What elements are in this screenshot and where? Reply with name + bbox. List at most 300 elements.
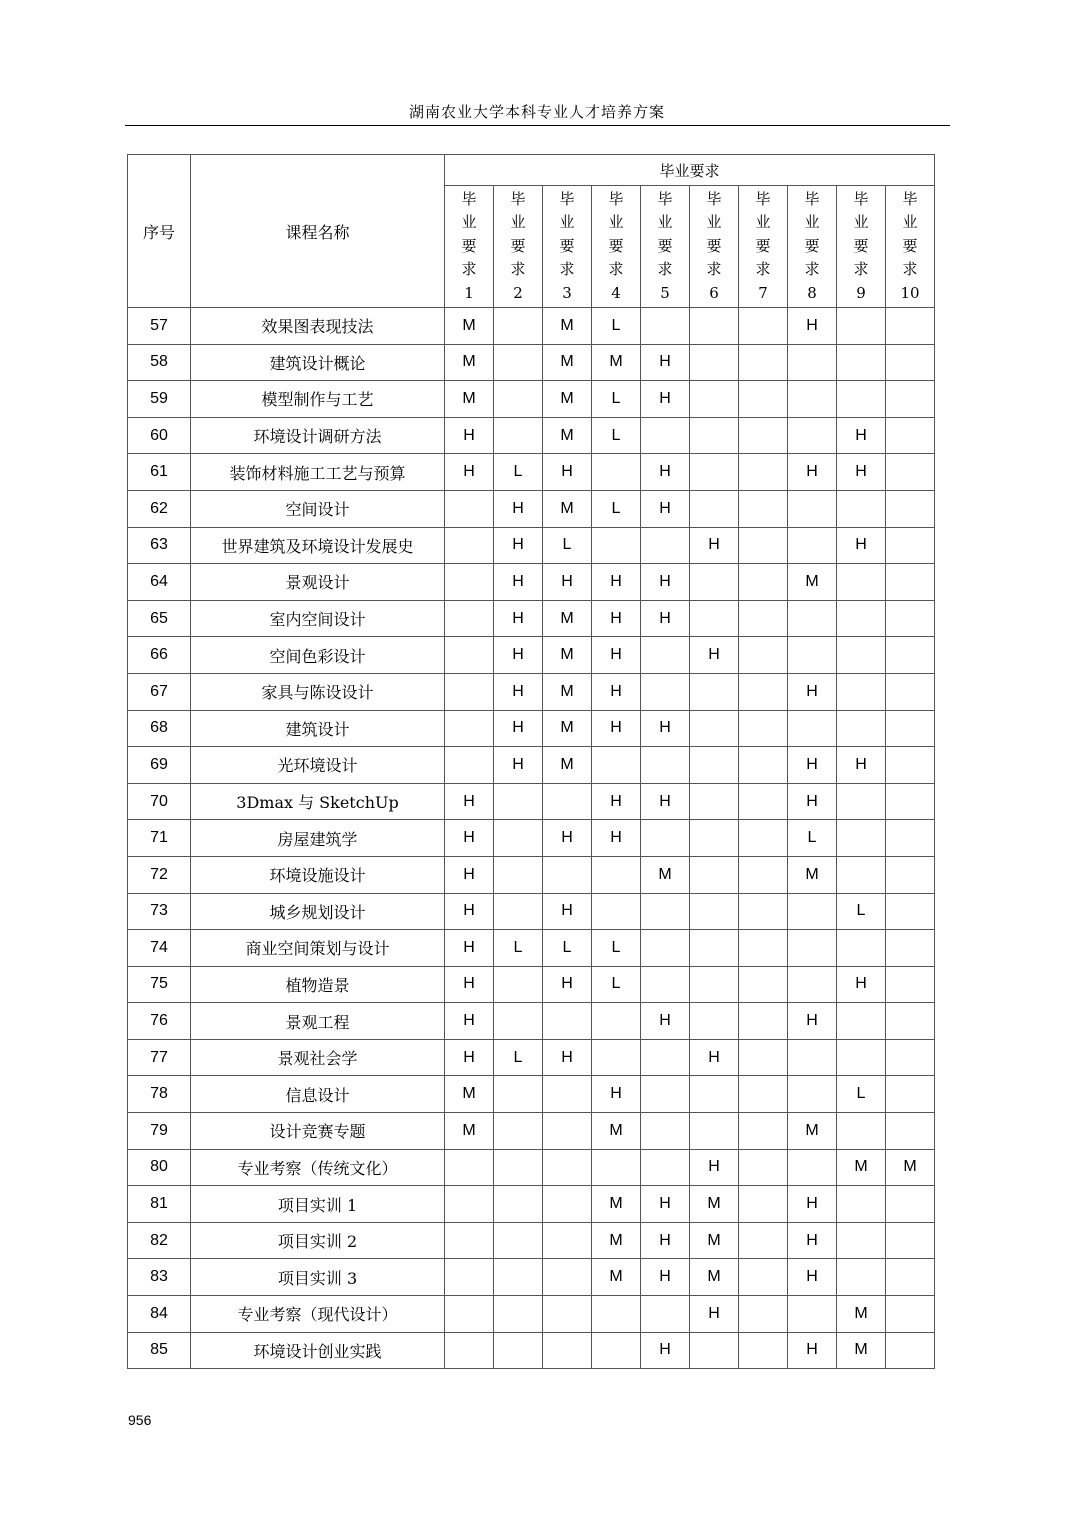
requirement-level-cell: H xyxy=(543,893,592,930)
requirement-level-cell: H xyxy=(641,1259,690,1296)
row-number-cell: 84 xyxy=(128,1296,191,1333)
requirement-level-cell xyxy=(543,1076,592,1113)
requirement-level-cell: M xyxy=(690,1222,739,1259)
row-number-cell: 81 xyxy=(128,1186,191,1223)
course-name-cell: 城乡规划设计 xyxy=(191,893,445,930)
requirement-level-cell: L xyxy=(592,490,641,527)
requirement-level-cell xyxy=(592,454,641,491)
requirement-level-cell: H xyxy=(690,1149,739,1186)
requirement-level-cell xyxy=(886,600,935,637)
requirement-level-cell: H xyxy=(641,381,690,418)
requirement-level-cell xyxy=(886,454,935,491)
requirement-level-cell xyxy=(543,1296,592,1333)
requirement-level-cell xyxy=(886,637,935,674)
row-number-cell: 83 xyxy=(128,1259,191,1296)
requirement-level-cell xyxy=(837,637,886,674)
course-name-cell: 专业考察（传统文化） xyxy=(191,1149,445,1186)
requirement-level-cell xyxy=(641,893,690,930)
requirement-level-cell xyxy=(837,710,886,747)
requirement-level-cell xyxy=(445,564,494,601)
table-row xyxy=(128,1113,935,1150)
requirement-level-cell: H xyxy=(641,600,690,637)
requirement-level-cell xyxy=(494,783,543,820)
requirement-level-cell xyxy=(543,1186,592,1223)
requirement-level-cell: H xyxy=(837,527,886,564)
course-name-cell: 世界建筑及环境设计发展史 xyxy=(191,527,445,564)
requirement-level-cell: H xyxy=(445,783,494,820)
table-row xyxy=(128,747,935,784)
table-row xyxy=(128,637,935,674)
requirement-level-cell: H xyxy=(641,344,690,381)
requirement-level-cell: H xyxy=(445,930,494,967)
table-row xyxy=(128,1259,935,1296)
requirement-level-cell xyxy=(543,1003,592,1040)
requirement-level-cell xyxy=(690,783,739,820)
requirement-level-cell xyxy=(690,930,739,967)
requirement-level-cell xyxy=(739,1222,788,1259)
course-name-cell: 房屋建筑学 xyxy=(191,820,445,857)
requirement-level-cell: H xyxy=(445,1003,494,1040)
requirement-level-cell xyxy=(837,820,886,857)
requirement-level-cell xyxy=(739,381,788,418)
requirement-level-cell: M xyxy=(543,673,592,710)
column-group-header-requirements: 毕业要求 xyxy=(445,155,935,186)
course-name-cell: 景观社会学 xyxy=(191,1039,445,1076)
requirement-level-cell: L xyxy=(788,820,837,857)
requirement-level-cell xyxy=(788,710,837,747)
column-header-requirement-1: 毕 业 要 求 1 xyxy=(445,186,494,308)
requirement-level-cell: H xyxy=(494,600,543,637)
requirement-level-cell xyxy=(837,600,886,637)
requirement-level-cell xyxy=(641,1113,690,1150)
row-number-cell: 73 xyxy=(128,893,191,930)
column-header-requirement-6: 毕 业 要 求 6 xyxy=(690,186,739,308)
column-header-number: 序号 xyxy=(128,155,191,308)
requirement-level-cell: H xyxy=(641,1003,690,1040)
requirement-level-cell xyxy=(739,1076,788,1113)
requirement-level-cell: H xyxy=(592,564,641,601)
requirement-level-cell xyxy=(837,308,886,345)
requirement-level-cell xyxy=(445,1259,494,1296)
requirement-level-cell: H xyxy=(690,637,739,674)
requirement-level-cell: H xyxy=(494,747,543,784)
requirement-level-cell xyxy=(886,1222,935,1259)
row-number-cell: 59 xyxy=(128,381,191,418)
requirement-level-cell xyxy=(886,783,935,820)
requirement-level-cell xyxy=(886,381,935,418)
requirement-level-cell: M xyxy=(837,1149,886,1186)
requirement-level-cell xyxy=(739,1149,788,1186)
requirement-level-cell xyxy=(788,490,837,527)
requirement-level-cell: H xyxy=(543,966,592,1003)
requirement-level-cell xyxy=(445,527,494,564)
requirement-level-cell: H xyxy=(641,710,690,747)
table-row xyxy=(128,966,935,1003)
requirement-level-cell xyxy=(690,600,739,637)
course-name-cell: 景观工程 xyxy=(191,1003,445,1040)
requirement-level-cell xyxy=(837,564,886,601)
row-number-cell: 71 xyxy=(128,820,191,857)
requirement-level-cell xyxy=(641,673,690,710)
row-number-cell: 70 xyxy=(128,783,191,820)
requirement-level-cell: H xyxy=(592,637,641,674)
table-row xyxy=(128,527,935,564)
requirement-level-cell xyxy=(739,637,788,674)
requirement-level-cell: H xyxy=(788,454,837,491)
row-number-cell: 76 xyxy=(128,1003,191,1040)
requirement-level-cell: H xyxy=(494,710,543,747)
table-row xyxy=(128,1222,935,1259)
requirement-level-cell xyxy=(543,1113,592,1150)
requirement-level-cell xyxy=(592,1003,641,1040)
requirement-level-cell: H xyxy=(543,1039,592,1076)
requirement-level-cell xyxy=(886,820,935,857)
requirement-level-cell: H xyxy=(641,490,690,527)
requirement-level-cell: H xyxy=(641,454,690,491)
requirement-level-cell xyxy=(837,783,886,820)
requirement-level-cell xyxy=(592,1332,641,1369)
requirement-level-cell xyxy=(788,637,837,674)
requirement-level-cell xyxy=(690,308,739,345)
requirement-level-cell xyxy=(445,673,494,710)
requirement-level-cell: L xyxy=(592,308,641,345)
requirement-level-cell xyxy=(788,1076,837,1113)
course-name-cell: 项目实训 2 xyxy=(191,1222,445,1259)
requirement-level-cell: H xyxy=(788,308,837,345)
requirement-level-cell xyxy=(837,381,886,418)
requirement-level-cell xyxy=(641,308,690,345)
requirement-level-cell xyxy=(641,1149,690,1186)
requirement-level-cell: H xyxy=(837,747,886,784)
requirement-level-cell xyxy=(788,966,837,1003)
requirement-level-cell xyxy=(886,490,935,527)
table-row xyxy=(128,490,935,527)
row-number-cell: 65 xyxy=(128,600,191,637)
requirement-level-cell: H xyxy=(788,1259,837,1296)
requirement-level-cell: H xyxy=(788,1222,837,1259)
column-header-requirement-8: 毕 业 要 求 8 xyxy=(788,186,837,308)
requirement-level-cell xyxy=(886,930,935,967)
requirement-level-cell xyxy=(690,1113,739,1150)
requirement-level-cell: L xyxy=(592,966,641,1003)
table-row xyxy=(128,710,935,747)
requirement-level-cell: H xyxy=(592,820,641,857)
requirement-level-cell: H xyxy=(445,820,494,857)
requirement-level-cell: M xyxy=(445,381,494,418)
course-name-cell: 植物造景 xyxy=(191,966,445,1003)
requirement-level-cell xyxy=(739,417,788,454)
requirement-level-cell xyxy=(788,381,837,418)
requirement-level-cell xyxy=(739,344,788,381)
table-row xyxy=(128,600,935,637)
course-name-cell: 装饰材料施工工艺与预算 xyxy=(191,454,445,491)
requirement-level-cell: M xyxy=(543,600,592,637)
column-header-requirement-10: 毕 业 要 求 10 xyxy=(886,186,935,308)
requirement-level-cell xyxy=(543,1259,592,1296)
requirement-level-cell xyxy=(837,1222,886,1259)
requirement-level-cell: M xyxy=(592,1113,641,1150)
requirement-level-cell: H xyxy=(445,856,494,893)
requirement-level-cell xyxy=(739,1332,788,1369)
requirement-level-cell: L xyxy=(592,930,641,967)
requirement-level-cell xyxy=(543,1332,592,1369)
requirement-level-cell xyxy=(739,1003,788,1040)
requirement-level-cell xyxy=(494,1076,543,1113)
requirement-level-cell: H xyxy=(445,454,494,491)
row-number-cell: 74 xyxy=(128,930,191,967)
table-row xyxy=(128,673,935,710)
course-name-cell: 光环境设计 xyxy=(191,747,445,784)
requirement-level-cell: H xyxy=(592,1076,641,1113)
requirement-level-cell xyxy=(739,1259,788,1296)
table-row xyxy=(128,308,935,345)
requirement-level-cell xyxy=(837,344,886,381)
requirement-level-cell xyxy=(494,856,543,893)
requirement-level-cell xyxy=(886,1076,935,1113)
requirement-level-cell xyxy=(886,527,935,564)
requirement-level-cell: M xyxy=(837,1296,886,1333)
requirement-level-cell: M xyxy=(445,1076,494,1113)
requirement-level-cell xyxy=(494,1186,543,1223)
course-name-cell: 环境设计调研方法 xyxy=(191,417,445,454)
requirement-level-cell xyxy=(641,966,690,1003)
requirement-level-cell: M xyxy=(543,308,592,345)
requirement-level-cell: M xyxy=(788,564,837,601)
requirement-level-cell xyxy=(494,308,543,345)
requirement-level-cell xyxy=(739,308,788,345)
requirement-level-cell xyxy=(739,673,788,710)
course-name-cell: 景观设计 xyxy=(191,564,445,601)
row-number-cell: 78 xyxy=(128,1076,191,1113)
requirement-level-cell xyxy=(445,710,494,747)
requirement-level-cell xyxy=(886,1113,935,1150)
row-number-cell: 75 xyxy=(128,966,191,1003)
row-number-cell: 69 xyxy=(128,747,191,784)
requirement-level-cell xyxy=(690,564,739,601)
requirement-level-cell: M xyxy=(788,1113,837,1150)
requirement-level-cell xyxy=(494,1149,543,1186)
requirement-level-cell xyxy=(739,490,788,527)
requirement-level-cell xyxy=(837,1186,886,1223)
course-name-cell: 建筑设计 xyxy=(191,710,445,747)
requirement-level-cell xyxy=(543,1222,592,1259)
requirement-level-cell xyxy=(690,856,739,893)
table-row xyxy=(128,820,935,857)
requirement-level-cell: H xyxy=(543,820,592,857)
requirement-level-cell xyxy=(641,820,690,857)
requirement-level-cell: H xyxy=(641,1332,690,1369)
requirement-level-cell: M xyxy=(641,856,690,893)
requirement-level-cell xyxy=(739,930,788,967)
requirement-level-cell: M xyxy=(543,710,592,747)
requirement-level-cell xyxy=(690,710,739,747)
row-number-cell: 85 xyxy=(128,1332,191,1369)
requirement-level-cell xyxy=(445,747,494,784)
requirement-level-cell xyxy=(886,747,935,784)
requirement-level-cell: M xyxy=(543,490,592,527)
requirement-level-cell: H xyxy=(788,673,837,710)
requirement-level-cell: H xyxy=(445,966,494,1003)
requirement-level-cell xyxy=(739,747,788,784)
course-name-cell: 空间色彩设计 xyxy=(191,637,445,674)
requirement-level-cell xyxy=(886,966,935,1003)
requirement-level-cell xyxy=(837,673,886,710)
requirement-level-cell xyxy=(494,381,543,418)
table-row xyxy=(128,417,935,454)
requirement-level-cell: H xyxy=(445,1039,494,1076)
requirement-level-cell xyxy=(837,490,886,527)
table-row xyxy=(128,454,935,491)
requirement-level-cell: L xyxy=(592,417,641,454)
requirement-level-cell xyxy=(788,1296,837,1333)
requirement-level-cell: H xyxy=(788,1003,837,1040)
row-number-cell: 64 xyxy=(128,564,191,601)
column-header-requirement-9: 毕 业 要 求 9 xyxy=(837,186,886,308)
column-header-requirement-7: 毕 业 要 求 7 xyxy=(739,186,788,308)
requirement-level-cell xyxy=(739,1186,788,1223)
table-row xyxy=(128,1003,935,1040)
requirement-level-cell: L xyxy=(543,527,592,564)
requirement-level-cell xyxy=(690,454,739,491)
requirement-level-cell: L xyxy=(837,893,886,930)
table-row xyxy=(128,893,935,930)
requirement-level-cell xyxy=(788,344,837,381)
requirement-level-cell: H xyxy=(592,710,641,747)
requirement-level-cell: H xyxy=(641,783,690,820)
requirement-level-cell xyxy=(641,527,690,564)
requirement-level-cell: M xyxy=(543,381,592,418)
row-number-cell: 60 xyxy=(128,417,191,454)
requirement-level-cell: L xyxy=(494,1039,543,1076)
page-number: 956 xyxy=(128,1412,152,1428)
requirement-level-cell xyxy=(592,527,641,564)
course-name-cell: 建筑设计概论 xyxy=(191,344,445,381)
row-number-cell: 79 xyxy=(128,1113,191,1150)
requirement-level-cell: M xyxy=(788,856,837,893)
course-name-cell: 专业考察（现代设计） xyxy=(191,1296,445,1333)
requirement-level-cell xyxy=(641,1076,690,1113)
course-name-cell: 模型制作与工艺 xyxy=(191,381,445,418)
requirement-level-cell xyxy=(886,856,935,893)
requirement-level-cell xyxy=(543,856,592,893)
requirement-level-cell xyxy=(494,893,543,930)
requirement-level-cell xyxy=(592,1296,641,1333)
requirement-level-cell: H xyxy=(445,417,494,454)
table-row xyxy=(128,1186,935,1223)
requirement-level-cell xyxy=(739,893,788,930)
requirement-level-cell xyxy=(837,1039,886,1076)
requirement-level-cell xyxy=(886,1003,935,1040)
row-number-cell: 80 xyxy=(128,1149,191,1186)
requirement-level-cell xyxy=(837,930,886,967)
requirement-level-cell: M xyxy=(592,344,641,381)
course-name-cell: 空间设计 xyxy=(191,490,445,527)
column-header-course-name: 课程名称 xyxy=(191,155,445,308)
requirement-level-cell xyxy=(886,1296,935,1333)
requirement-level-cell xyxy=(690,490,739,527)
requirement-level-cell: H xyxy=(690,1296,739,1333)
requirement-level-cell xyxy=(690,747,739,784)
table-row xyxy=(128,1332,935,1369)
requirement-level-cell: L xyxy=(543,930,592,967)
requirement-level-cell xyxy=(886,673,935,710)
requirement-level-cell xyxy=(886,308,935,345)
requirement-level-cell: H xyxy=(788,1332,837,1369)
requirement-level-cell xyxy=(886,1332,935,1369)
header-divider xyxy=(125,125,950,126)
requirement-level-cell: M xyxy=(445,308,494,345)
requirement-level-cell xyxy=(690,966,739,1003)
row-number-cell: 63 xyxy=(128,527,191,564)
requirement-level-cell xyxy=(592,893,641,930)
requirement-level-cell: M xyxy=(543,344,592,381)
requirement-level-cell: H xyxy=(788,1186,837,1223)
course-name-cell: 项目实训 1 xyxy=(191,1186,445,1223)
table-row xyxy=(128,1149,935,1186)
requirement-level-cell xyxy=(837,1259,886,1296)
requirement-level-cell xyxy=(690,673,739,710)
requirement-level-cell xyxy=(641,417,690,454)
requirement-level-cell xyxy=(739,820,788,857)
requirement-level-cell xyxy=(837,856,886,893)
requirement-level-cell: L xyxy=(592,381,641,418)
requirement-level-cell xyxy=(739,527,788,564)
requirement-level-cell: H xyxy=(494,490,543,527)
requirement-level-cell: M xyxy=(445,344,494,381)
course-name-cell: 3Dmax 与 SketchUp xyxy=(191,783,445,820)
requirement-level-cell: L xyxy=(494,454,543,491)
requirement-level-cell xyxy=(592,856,641,893)
requirement-level-cell xyxy=(690,381,739,418)
requirement-level-cell xyxy=(788,600,837,637)
requirement-level-cell xyxy=(886,710,935,747)
row-number-cell: 67 xyxy=(128,673,191,710)
requirement-level-cell xyxy=(788,1039,837,1076)
column-header-requirement-3: 毕 业 要 求 3 xyxy=(543,186,592,308)
requirement-level-cell: H xyxy=(690,527,739,564)
requirement-level-cell xyxy=(739,783,788,820)
requirement-level-cell xyxy=(543,783,592,820)
requirement-level-cell xyxy=(494,966,543,1003)
table-row xyxy=(128,930,935,967)
requirement-level-cell: M xyxy=(592,1259,641,1296)
requirement-level-cell xyxy=(445,637,494,674)
requirement-level-cell xyxy=(592,1039,641,1076)
requirement-level-cell: H xyxy=(494,673,543,710)
course-name-cell: 商业空间策划与设计 xyxy=(191,930,445,967)
requirement-level-cell xyxy=(739,710,788,747)
requirement-level-cell: M xyxy=(445,1113,494,1150)
requirement-level-cell xyxy=(494,1296,543,1333)
requirement-level-cell xyxy=(494,820,543,857)
requirement-level-cell xyxy=(886,1039,935,1076)
requirement-level-cell: H xyxy=(494,637,543,674)
requirement-level-cell xyxy=(445,490,494,527)
page-header-title: 湖南农业大学本科专业人才培养方案 xyxy=(408,103,665,121)
requirement-level-cell xyxy=(445,1222,494,1259)
requirement-level-cell xyxy=(494,417,543,454)
requirement-level-cell: H xyxy=(788,747,837,784)
requirement-level-cell xyxy=(788,527,837,564)
requirement-level-cell: L xyxy=(837,1076,886,1113)
requirement-level-cell xyxy=(690,344,739,381)
column-header-requirement-4: 毕 业 要 求 4 xyxy=(592,186,641,308)
course-name-cell: 项目实训 3 xyxy=(191,1259,445,1296)
row-number-cell: 66 xyxy=(128,637,191,674)
row-number-cell: 61 xyxy=(128,454,191,491)
requirement-level-cell: H xyxy=(837,966,886,1003)
requirement-level-cell xyxy=(690,417,739,454)
